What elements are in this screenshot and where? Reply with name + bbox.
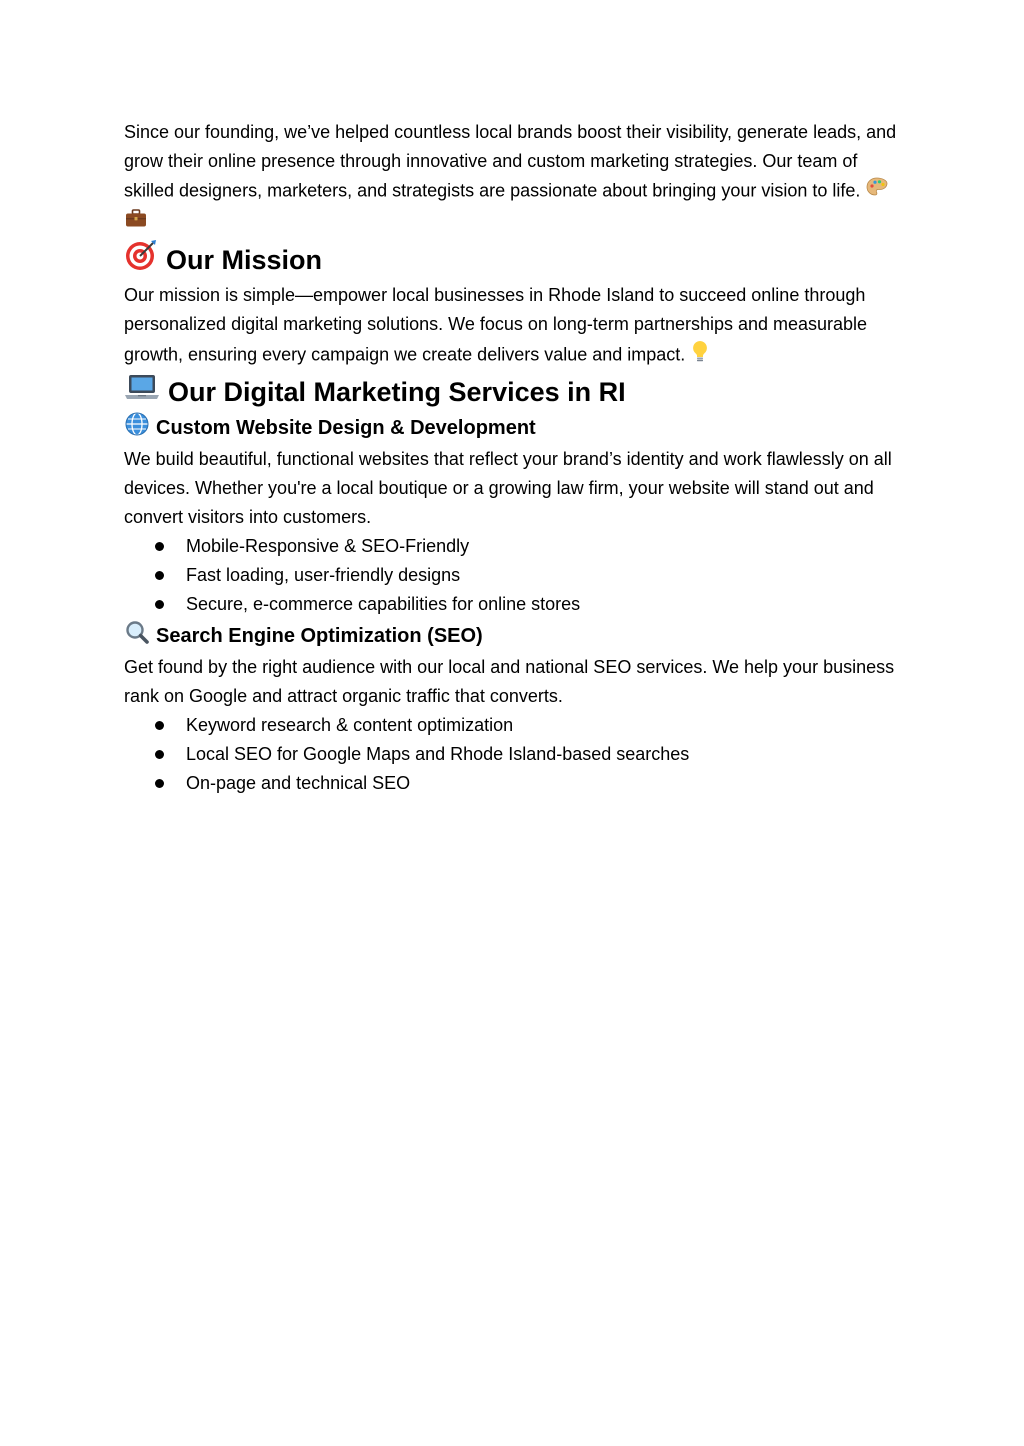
intro-text: Since our founding, we’ve helped countless local brands boost their visibility, generate leads, and grow their online presence through innovative and custom marketing strategies. Our team of skilled designers, marketers, and strategists are passionate about bringing your vision to life. <box>124 122 897 201</box>
list-item-text: Secure, e-commerce capabilities for online stores <box>186 594 581 614</box>
target-icon <box>124 238 158 281</box>
service-title-seo: Search Engine Optimization (SEO) <box>156 625 483 647</box>
briefcase-icon <box>124 207 148 238</box>
globe-icon <box>124 411 150 445</box>
list-item-text: Mobile-Responsive & SEO-Friendly <box>186 536 470 556</box>
list-item-text: Fast loading, user-friendly designs <box>186 565 461 585</box>
bullet-icon <box>155 542 164 551</box>
list-item <box>124 711 904 740</box>
list-item <box>124 769 904 798</box>
services-title: Our Digital Marketing Services in RI <box>168 376 626 407</box>
bullet-icon <box>155 600 164 609</box>
service-paragraph-web: We build beautiful, functional websites that reflect your brand’s identity and work flawlessly on all devices. Whether you're a local boutique or a growing law firm, your website will stand out and convert visitors into customers. <box>124 449 892 527</box>
palette-icon <box>865 176 889 207</box>
list-item <box>124 740 904 769</box>
light-bulb-icon <box>690 339 710 372</box>
mission-text: Our mission is simple—empower local businesses in Rhode Island to succeed online through personalized digital marketing solutions. We focus on long-term partnerships and measurable growth, ensuring every campaign we create delivers value and impact. <box>124 285 868 365</box>
mission-paragraph <box>124 281 904 372</box>
bullet-icon <box>155 750 164 759</box>
mission-title: Our Mission <box>166 244 323 275</box>
list-item-text: Keyword research & content optimization <box>186 715 514 735</box>
service-bullets-web <box>124 532 904 619</box>
list-item <box>124 590 904 619</box>
list-item-text: Local SEO for Google Maps and Rhode Island-based searches <box>186 744 690 764</box>
bullet-icon <box>155 571 164 580</box>
service-title-web: Custom Website Design & Development <box>156 417 536 439</box>
intro-paragraph <box>124 118 904 238</box>
services-heading <box>124 372 904 411</box>
document-page <box>124 118 904 798</box>
bullet-icon <box>155 779 164 788</box>
service-paragraph-seo: Get found by the right audience with our local and national SEO services. We help your business rank on Google and attract organic traffic that converts. <box>124 657 895 706</box>
list-item <box>124 561 904 590</box>
service-heading-web <box>124 411 904 445</box>
mission-heading <box>124 238 904 281</box>
list-item <box>124 532 904 561</box>
bullet-icon <box>155 721 164 730</box>
service-bullets-seo <box>124 711 904 798</box>
list-item-text: On-page and technical SEO <box>186 773 411 793</box>
magnifying-glass-icon <box>124 619 150 653</box>
service-heading-seo <box>124 619 904 653</box>
laptop-icon <box>124 372 160 411</box>
